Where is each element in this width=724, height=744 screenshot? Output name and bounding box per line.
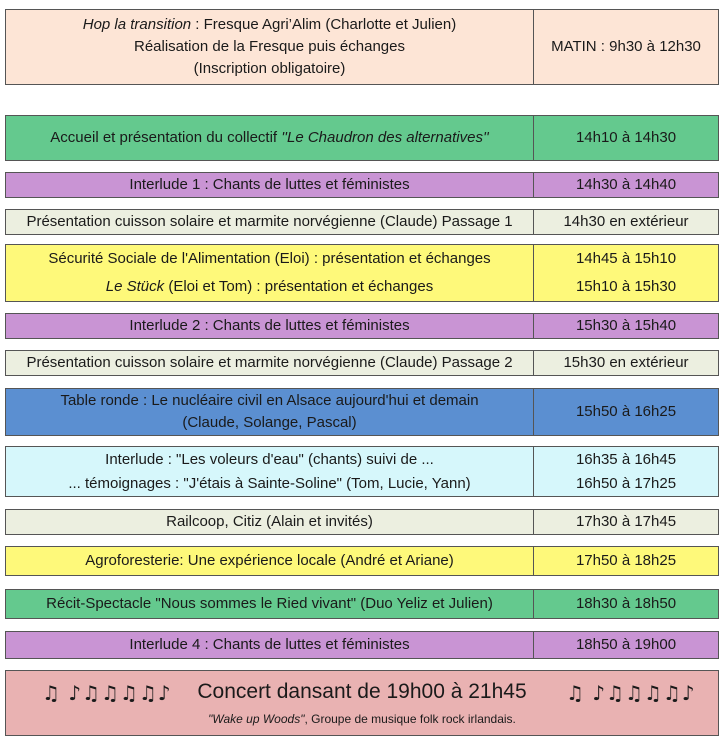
interlude1-row [5, 172, 719, 198]
hop-la-transition: Hop la transition [82, 16, 192, 33]
concert-banner [5, 670, 719, 736]
interlude2-activity: Interlude 2 : Chants de luttes et féministes [6, 314, 534, 338]
voleurs-time: 16h35 à 16h45 [575, 450, 677, 468]
music-notes-icon-right: ♫ ♪♫♫♫♫♪ [566, 681, 696, 705]
collectif-name: ''Le Chaudron des alternatives'' [281, 129, 489, 146]
band-name: "Wake up Woods" [208, 712, 305, 726]
music-notes-icon-left: ♫ ♪♫♫♫♫♪ [42, 681, 172, 705]
railcoop-activity: Railcoop, Citiz (Alain et invités) [6, 510, 534, 534]
securite-row [5, 244, 719, 302]
securite-times [534, 245, 718, 301]
interlude1-activity: Interlude 1 : Chants de luttes et féministes [6, 173, 534, 197]
inscription-note: (Inscription obligatoire) [193, 60, 346, 77]
fresque-title: : Fresque Agri’Alim (Charlotte et Julien) [191, 16, 457, 33]
stuck-desc: (Eloi et Tom) : présentation et échanges [164, 278, 434, 295]
securite-label: Sécurité Sociale de l'Alimentation (Eloi) : présentation et échanges [48, 250, 491, 267]
agro-activity: Agroforesterie: Une expérience locale (André et Ariane) [6, 547, 534, 575]
interlude2-row [5, 313, 719, 339]
railcoop-time: 17h30 à 17h45 [575, 513, 677, 530]
stuck-name: Le Stück [105, 278, 165, 295]
agro-row [5, 546, 719, 576]
band-desc: , Groupe de musique folk rock irlandais. [304, 712, 516, 726]
interlude2-time: 15h30 à 15h40 [575, 317, 677, 334]
table-ronde-row [5, 388, 719, 436]
recit-activity: Récit-Spectacle "Nous sommes le Ried vivant" (Duo Yeliz et Julien) [6, 590, 534, 618]
table-ronde-time: 15h50 à 16h25 [575, 403, 677, 420]
morning-activity [6, 10, 534, 84]
table-ronde-speakers: (Claude, Solange, Pascal) [182, 414, 357, 431]
agro-time: 17h50 à 18h25 [575, 552, 677, 569]
securite-activity [6, 245, 534, 301]
cuisson2-activity: Présentation cuisson solaire et marmite norvégienne (Claude) Passage 2 [6, 351, 534, 375]
securite-time: 14h45 à 15h10 [575, 250, 677, 267]
interlude4-time: 18h50 à 19h00 [575, 636, 677, 653]
cuisson1-row [5, 209, 719, 235]
cuisson2-row [5, 350, 719, 376]
accueil-activity [6, 116, 534, 160]
voleurs-times [534, 447, 718, 496]
recit-row [5, 589, 719, 619]
recit-time: 18h30 à 18h50 [575, 595, 677, 612]
table-ronde-title: Table ronde : Le nucléaire civil en Alsace aujourd'hui et demain [60, 392, 479, 409]
accueil-label: Accueil et présentation du collectif [50, 129, 282, 146]
railcoop-row [5, 509, 719, 535]
stuck-time: 15h10 à 15h30 [575, 278, 677, 295]
cuisson2-time: 15h30 en extérieur [563, 354, 689, 371]
voleurs-row [5, 446, 719, 497]
morning-time: MATIN : 9h30 à 12h30 [551, 38, 701, 55]
concert-title: Concert dansant de 19h00 à 21h45 [197, 680, 527, 703]
concert-desc [6, 712, 718, 726]
cuisson1-time: 14h30 en extérieur [563, 213, 689, 230]
voleurs-activity [6, 447, 534, 496]
table-ronde-activity [6, 389, 534, 435]
temoignages-label: ... témoignages : "J'étais à Sainte-Soline" (Tom, Lucie, Yann) [68, 474, 471, 492]
interlude1-time: 14h30 à 14h40 [575, 176, 677, 193]
voleurs-label: Interlude : "Les voleurs d'eau" (chants) suivi de ... [105, 450, 434, 468]
accueil-row [5, 115, 719, 161]
interlude4-activity: Interlude 4 : Chants de luttes et féministes [6, 632, 534, 658]
temoignages-time: 16h50 à 17h25 [575, 474, 677, 492]
stuck-label [6, 273, 533, 301]
accueil-time: 14h10 à 14h30 [575, 129, 677, 146]
morning-row [5, 9, 719, 85]
fresque-desc: Réalisation de la Fresque puis échanges [133, 38, 405, 55]
interlude4-row [5, 631, 719, 659]
cuisson1-activity: Présentation cuisson solaire et marmite norvégienne (Claude) Passage 1 [6, 210, 534, 234]
